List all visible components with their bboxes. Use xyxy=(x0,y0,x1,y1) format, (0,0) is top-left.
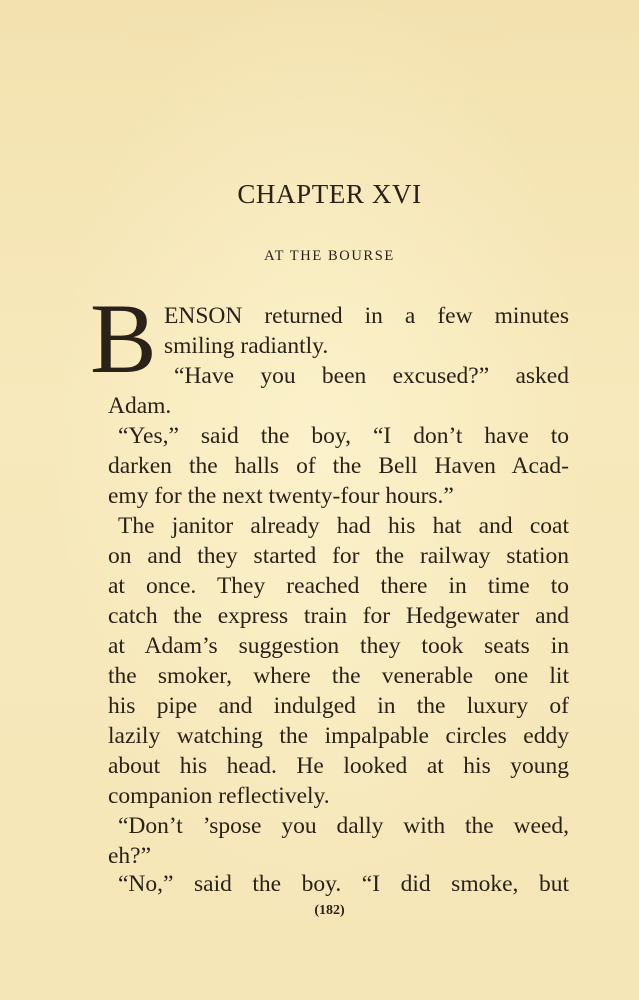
text-line: darken the halls of the Bell Haven Acad- xyxy=(108,453,569,479)
chapter-subtitle: AT THE BOURSE xyxy=(264,248,395,264)
text-line: ENSON returned in a few minutes xyxy=(164,303,569,329)
text-line: “No,” said the boy. “I did smoke, but xyxy=(118,871,569,897)
text-line: at Adam’s suggestion they took seats in xyxy=(108,633,569,659)
text-line: catch the express train for Hedgewater and xyxy=(108,603,569,629)
text-line: the smoker, where the venerable one lit xyxy=(108,663,569,689)
drop-cap-letter: B xyxy=(90,283,157,394)
text-line: emy for the next twenty-four hours.” xyxy=(108,483,454,509)
text-line: smiling radiantly. xyxy=(164,333,329,359)
text-line: The janitor already had his hat and coat xyxy=(118,513,569,539)
text-line: his pipe and indulged in the luxury of xyxy=(108,693,569,719)
text-line: “Don’t ’spose you dally with the weed, xyxy=(118,813,569,839)
text-line: about his head. He looked at his young xyxy=(108,753,569,779)
text-line: eh?” xyxy=(108,843,152,869)
text-line: lazily watching the impalpable circles eddy xyxy=(108,723,569,749)
text-line: “Have you been excused?” asked xyxy=(174,363,569,389)
text-line: Adam. xyxy=(108,393,172,419)
page-number: (182) xyxy=(314,903,345,918)
text-line: at once. They reached there in time to xyxy=(108,573,569,599)
chapter-heading: CHAPTER XVI xyxy=(237,179,422,209)
text-line: “Yes,” said the boy, “I don’t have to xyxy=(118,423,569,449)
text-line: companion reflectively. xyxy=(108,783,330,809)
text-line: on and they started for the railway station xyxy=(108,543,569,569)
